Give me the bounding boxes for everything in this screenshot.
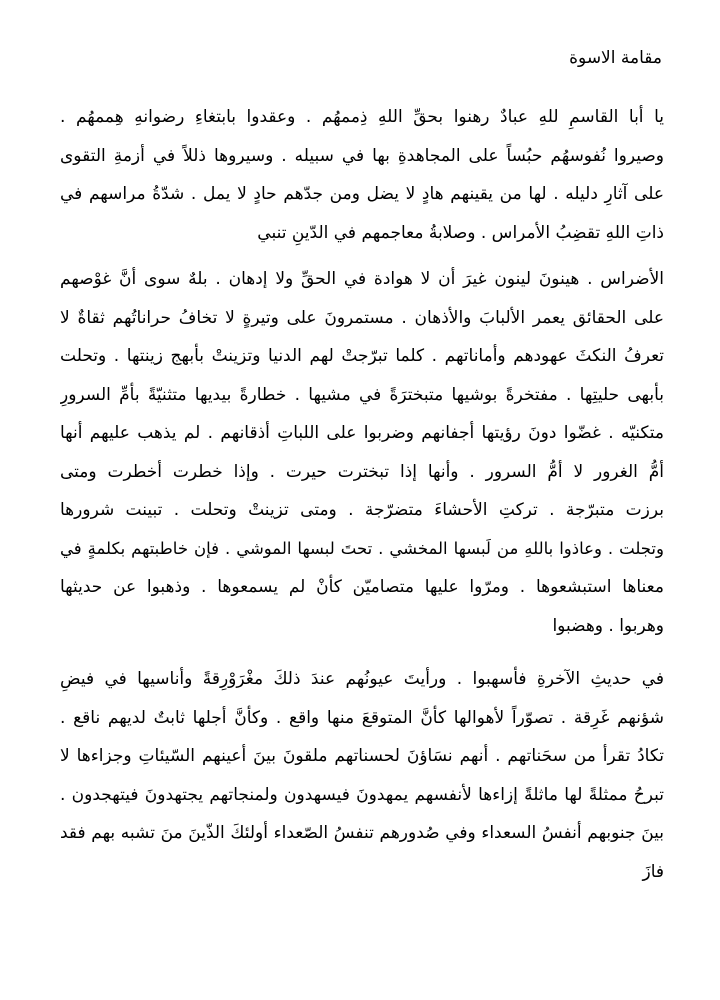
paragraph-line: وتجلت . وعاذوا باللهِ من لَبسها المخشي . تحتَ لبسها الموشي . فإن خاطبتهم بكلمةٍ في <box>60 538 664 558</box>
paragraph-2 <box>60 260 664 645</box>
paragraph-line: بينَ جنوبهم أنفسُ السعداء وفي صُدورهم تنفسُ الصّعداء أولئكَ الذّينَ منَ تشبه بهم فقد <box>60 823 664 843</box>
paragraph-line: وهربوا . وهضبوا <box>552 615 664 636</box>
paragraph-line: يا أبا القاسمِ للهِ عبادٌ رهنوا بحقِّ اللهِ ذِممهُم . وعقدوا بابتغاءِ رضوانهِ هِممهُم . <box>60 107 664 127</box>
paragraph-line: الأضراس . هينونَ لينون غيرَ أن لا هوادة في الحقِّ ولا إدهان . بلهٌ سوى أنَّ غوْصهم <box>60 269 664 289</box>
paragraph-line: متكنيّه . غضّوا دونَ رؤيتها أجفانهم وضربوا على اللباتِ أذقانهم . لم يذهب عليهم أنها <box>60 423 664 443</box>
paragraph-line: وصيروا نُفوسهُم حبُساً على المجاهدةِ بها في سبيله . وسيروها ذللاً في أزمةِ التقوى <box>60 145 664 166</box>
paragraph-line: شؤنهم غَرِقة . تصوّراً لأهوالها كأنَّ المتوقعَ منها واقع . وكأنَّ أجلها ثابتٌ لديهم ناقع . <box>60 707 664 728</box>
paragraph-line: تعرفُ النكثَ عهودهم وأماناتهم . كلما تبرّجتْ لهم الدنيا وتزينتْ بأبهج زينتها . وتحلت <box>60 346 664 366</box>
paragraph-line: برزت متبرّجة . تركتِ الأحشاءَ متضرّجة . ومتى تزينتْ وتحلت . تبينت شرورها <box>60 500 664 520</box>
paragraph-line: ذاتِ اللهِ تقضِبُ الأمراس . وصلابةُ معاجمهم في الدّينِ تنبي <box>257 222 664 243</box>
paragraph-1 <box>60 98 664 252</box>
paragraph-line: في حديثِ الآخرةِ فأسهبوا . ورأيتَ عيونُهم عندَ ذلكَ مغْرَوْرِقةً وأناسيها في فيضِ <box>60 669 664 689</box>
paragraph-line: بأبهى حليتِها . مفتخرةً بوشيها متبخترَةً في مشيها . خطارةً بيديها متثنيّةً بأمِّ السرورِ <box>60 384 664 405</box>
paragraph-line: معناها استبشعوها . ومرّوا عليها متصاميّن كأنْ لم يسمعوها . وذهبوا عن حديثها <box>60 577 664 597</box>
paragraph-line: فازَ <box>642 861 664 882</box>
paragraph-line: أمُّ الغرور لا أمُّ السرور . وأنها إذا تبخترت حيرت . وإذا خطرت أخطرت ومتى <box>60 461 664 482</box>
paragraph-line: على الحقائق يعمر الألبابَ والأذهان . مستمرونَ على وتيرةٍ لا تخافُ حراناتُهم ثقاةٌ لا <box>60 307 664 328</box>
document-title: مقامة الاسوة <box>569 48 662 68</box>
paragraph-line: تكادُ تقرأ من سحَناتهم . أنهم نسَاؤنَ لحسناتهم ملقونَ بينَ أعينهم السّيئاتِ وجزاءها لا <box>60 746 664 766</box>
paragraph-line: تبرحُ ممثلةً لها ماثلةً إزاءها لأنفسهم يمهدونَ فيسهدون ولمنجاتهم يجتهدونَ فيتهجدون . <box>60 784 664 805</box>
paragraph-3 <box>60 660 664 891</box>
paragraph-line: على آثارِ دليله . لها من يقينهم هادٍ لا يضل ومن جدّهم حادٍ لا يمل . شدّةُ مراسهم في <box>60 184 664 204</box>
